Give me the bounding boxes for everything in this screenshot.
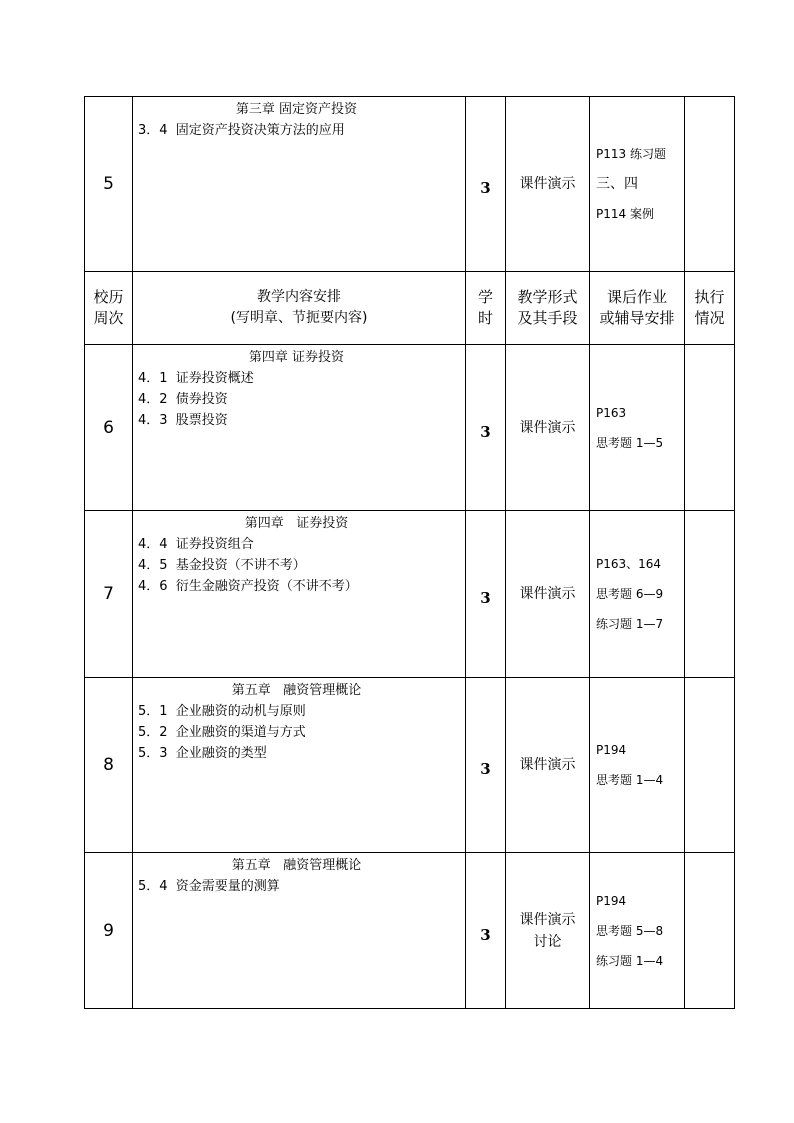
hours-cell: 3 xyxy=(466,853,506,1009)
method-cell xyxy=(506,345,590,511)
week-cell: 9 xyxy=(85,853,133,1009)
status-cell xyxy=(685,853,735,1009)
schedule-row xyxy=(85,853,735,1009)
method-cell xyxy=(506,678,590,853)
week-cell: 7 xyxy=(85,511,133,678)
homework-cell xyxy=(590,853,685,1009)
homework-line: 思考题 5—8 xyxy=(596,923,664,938)
schedule-row xyxy=(85,345,735,511)
section-item: 5．4 资金需要量的测算 xyxy=(138,879,280,894)
homework-line: 思考题 1—5 xyxy=(596,435,664,450)
week-cell: 5 xyxy=(85,97,133,272)
schedule-row xyxy=(85,678,735,853)
hours-cell: 3 xyxy=(466,678,506,853)
homework-line: P163、164 xyxy=(596,557,662,571)
chapter-title: 第四章 证券投资 xyxy=(248,350,345,365)
section-item: 4．6 衍生金融资产投资（不讲不考） xyxy=(138,579,358,594)
section-item: 4．4 证券投资组合 xyxy=(138,537,254,552)
teaching-schedule-table xyxy=(84,96,735,1009)
header-hours: 学 时 xyxy=(466,272,506,345)
section-item: 4．2 债券投资 xyxy=(138,392,228,407)
week-cell: 8 xyxy=(85,678,133,853)
week-cell: 6 xyxy=(85,345,133,511)
homework-line: 思考题 1—4 xyxy=(596,773,664,787)
schedule-row xyxy=(85,97,735,272)
homework-cell xyxy=(590,678,685,853)
hours-cell: 3 xyxy=(466,345,506,511)
status-cell xyxy=(685,97,735,272)
hours-cell: 3 xyxy=(466,511,506,678)
section-item: 4．1 证券投资概述 xyxy=(138,371,254,386)
section-item: 5．1 企业融资的动机与原则 xyxy=(138,704,306,719)
homework-cell xyxy=(590,97,685,272)
method-cell xyxy=(506,853,590,1009)
method-line: 课件演示 xyxy=(519,757,576,773)
header-method: 教学形式 及其手段 xyxy=(506,272,590,345)
homework-line: 思考题 6—9 xyxy=(596,587,664,601)
section-item: 5．3 企业融资的类型 xyxy=(138,746,267,761)
method-line: 课件演示 xyxy=(519,911,576,928)
content-cell xyxy=(133,511,466,678)
method-line: 讨论 xyxy=(533,933,562,950)
homework-line: P113 练习题 xyxy=(596,147,666,161)
content-cell xyxy=(133,97,466,272)
chapter-title: 第五章 融资管理概论 xyxy=(231,683,362,698)
header-status: 执行 情况 xyxy=(685,272,735,345)
section-item: 5．2 企业融资的渠道与方式 xyxy=(138,725,306,740)
header-homework: 课后作业 或辅导安排 xyxy=(590,272,685,345)
homework-cell xyxy=(590,345,685,511)
content-cell xyxy=(133,853,466,1009)
homework-line: P114 案例 xyxy=(596,207,654,221)
schedule-row xyxy=(85,511,735,678)
homework-line: P194 xyxy=(596,893,627,908)
homework-line: P194 xyxy=(596,743,627,757)
section-item: 3．4 固定资产投资决策方法的应用 xyxy=(138,123,345,138)
homework-line: P163 xyxy=(596,405,627,420)
content-cell xyxy=(133,678,466,853)
status-cell xyxy=(685,345,735,511)
hours-cell: 3 xyxy=(466,97,506,272)
table-header-row xyxy=(85,272,735,345)
method-cell xyxy=(506,511,590,678)
homework-line: 三、四 xyxy=(596,176,638,192)
homework-line: 练习题 1—7 xyxy=(596,617,664,631)
header-week: 校历 周次 xyxy=(85,272,133,345)
method-line: 课件演示 xyxy=(519,176,576,192)
chapter-title: 第四章 证券投资 xyxy=(244,516,349,531)
status-cell xyxy=(685,511,735,678)
method-cell xyxy=(506,97,590,272)
section-item: 4．5 基金投资（不讲不考） xyxy=(138,558,306,573)
section-item: 4．3 股票投资 xyxy=(138,413,228,428)
content-cell xyxy=(133,345,466,511)
chapter-title: 第三章 固定资产投资 xyxy=(235,102,358,117)
chapter-title: 第五章 融资管理概论 xyxy=(231,858,362,873)
homework-line: 练习题 1—4 xyxy=(596,953,664,968)
status-cell xyxy=(685,678,735,853)
header-content: 教学内容安排 (写明章、节扼要内容) xyxy=(133,272,466,345)
method-line: 课件演示 xyxy=(519,586,576,602)
homework-cell xyxy=(590,511,685,678)
method-line: 课件演示 xyxy=(519,419,576,436)
